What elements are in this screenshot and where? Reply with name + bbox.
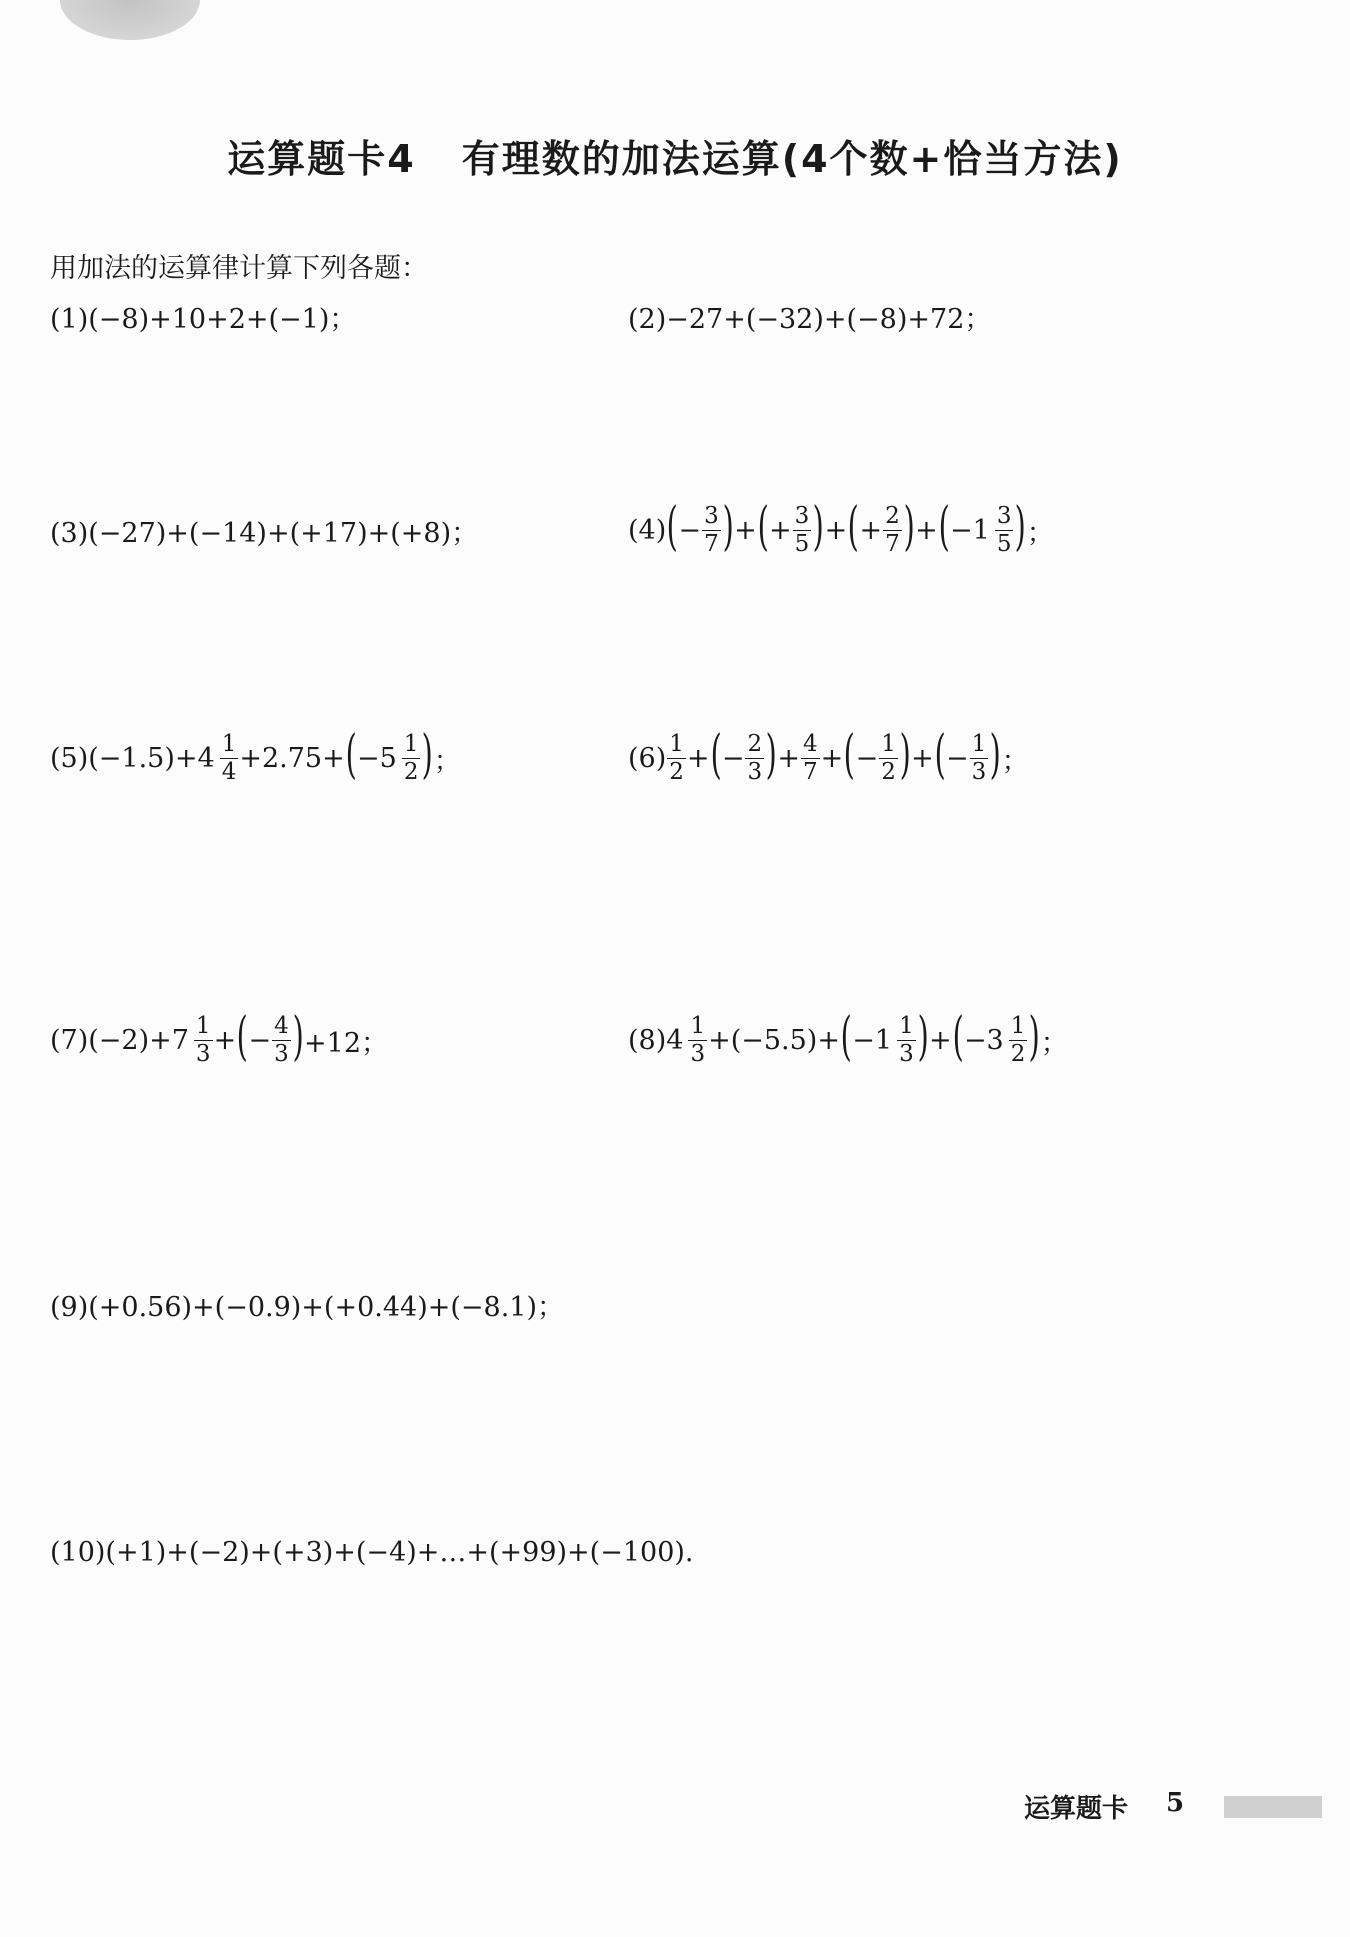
fraction: $\frac{1}{3}$ <box>971 730 987 785</box>
problem-1 <box>50 276 356 356</box>
fraction: $\frac{1}{2}$ <box>403 730 419 785</box>
instruction-text: 用加法的运算律计算下列各题： <box>50 253 428 284</box>
problem-1-text: (1)(−8)+10+2+(−1)； <box>50 303 357 335</box>
problem-7-label: (7)(−2)+7 <box>50 1024 189 1056</box>
problem-4-label: (4) <box>628 514 667 546</box>
problem-10 <box>50 1512 694 1592</box>
problem-6-label: (6) <box>628 742 667 774</box>
page-number: 5 <box>1166 1788 1185 1818</box>
problem-7: (7)(−2)+7 $\frac{1}{3}$ + ( − $\frac{4}{3}$ ) +12； <box>50 1007 389 1067</box>
corner-shadow <box>60 0 200 40</box>
title-topic: 有理数的加法运算(4个数+恰当方法) <box>461 137 1123 181</box>
problem-9-text: (9)(+0.56)+(−0.9)+(+0.44)+(−8.1)； <box>50 1291 564 1323</box>
problem-2-text: (2)−27+(−32)+(−8)+72； <box>628 303 992 335</box>
fraction: $\frac{4}{3}$ <box>274 1012 289 1067</box>
page-title <box>0 128 1350 183</box>
problem-3 <box>50 490 478 570</box>
problem-8: (8)4 $\frac{1}{3}$ +(−5.5)+ ( −1 $\frac{1}{3}$ ) + ( −3 $\frac{1}{2}$ ) ； <box>628 1007 1068 1067</box>
fraction: $\frac{2}{3}$ <box>747 730 763 785</box>
fraction: $\frac{3}{7}$ <box>704 502 719 557</box>
fraction: $\frac{1}{2}$ <box>1010 1012 1026 1067</box>
problem-4-sign-1: − <box>678 514 702 546</box>
fraction: $\frac{3}{5}$ <box>996 502 1012 557</box>
footer-bar <box>1224 1796 1322 1818</box>
problem-2 <box>628 276 991 356</box>
fraction: $\frac{1}{2}$ <box>881 730 896 785</box>
fraction: $\frac{1}{3}$ <box>195 1012 211 1067</box>
problem-5: (5)(−1.5)+4 $\frac{1}{4}$ +2.75+ ( −5 $\frac{1}{2}$ ) ； <box>50 725 461 785</box>
problem-5-label: (5)(−1.5)+4 <box>50 742 215 774</box>
fraction: $\frac{1}{3}$ <box>690 1012 706 1067</box>
problem-10-text: (10)(+1)+(−2)+(+3)+(−4)+…+(+99)+(−100). <box>50 1536 694 1568</box>
footer-label: 运算题卡 <box>1024 1794 1129 1824</box>
title-card-number: 运算题卡4 <box>227 137 416 181</box>
problem-9 <box>50 1264 564 1344</box>
problem-8-label: (8)4 <box>628 1024 684 1056</box>
problem-3-text: (3)(−27)+(−14)+(+17)+(+8)； <box>50 517 479 549</box>
fraction: $\frac{3}{5}$ <box>794 502 810 557</box>
problem-4: (4) ( − $\frac{3}{7}$ ) + ( + $\frac{3}{5}$ ) + ( + $\frac{2}{7}$ ) + ( −1 $\frac{3}{5}$ ) ； <box>628 497 1054 557</box>
problem-6: (6) $\frac{1}{2}$ + ( − $\frac{2}{3}$ ) + $\frac{4}{7}$ + ( − $\frac{1}{2}$ ) + ( − $\frac{1}{3}$ ) ； <box>628 725 1029 785</box>
fraction: $\frac{1}{4}$ <box>221 730 237 785</box>
fraction: $\frac{1}{3}$ <box>899 1012 914 1067</box>
fraction: $\frac{2}{7}$ <box>885 502 900 557</box>
fraction: $\frac{4}{7}$ <box>803 730 818 785</box>
fraction: $\frac{1}{2}$ <box>669 730 684 785</box>
